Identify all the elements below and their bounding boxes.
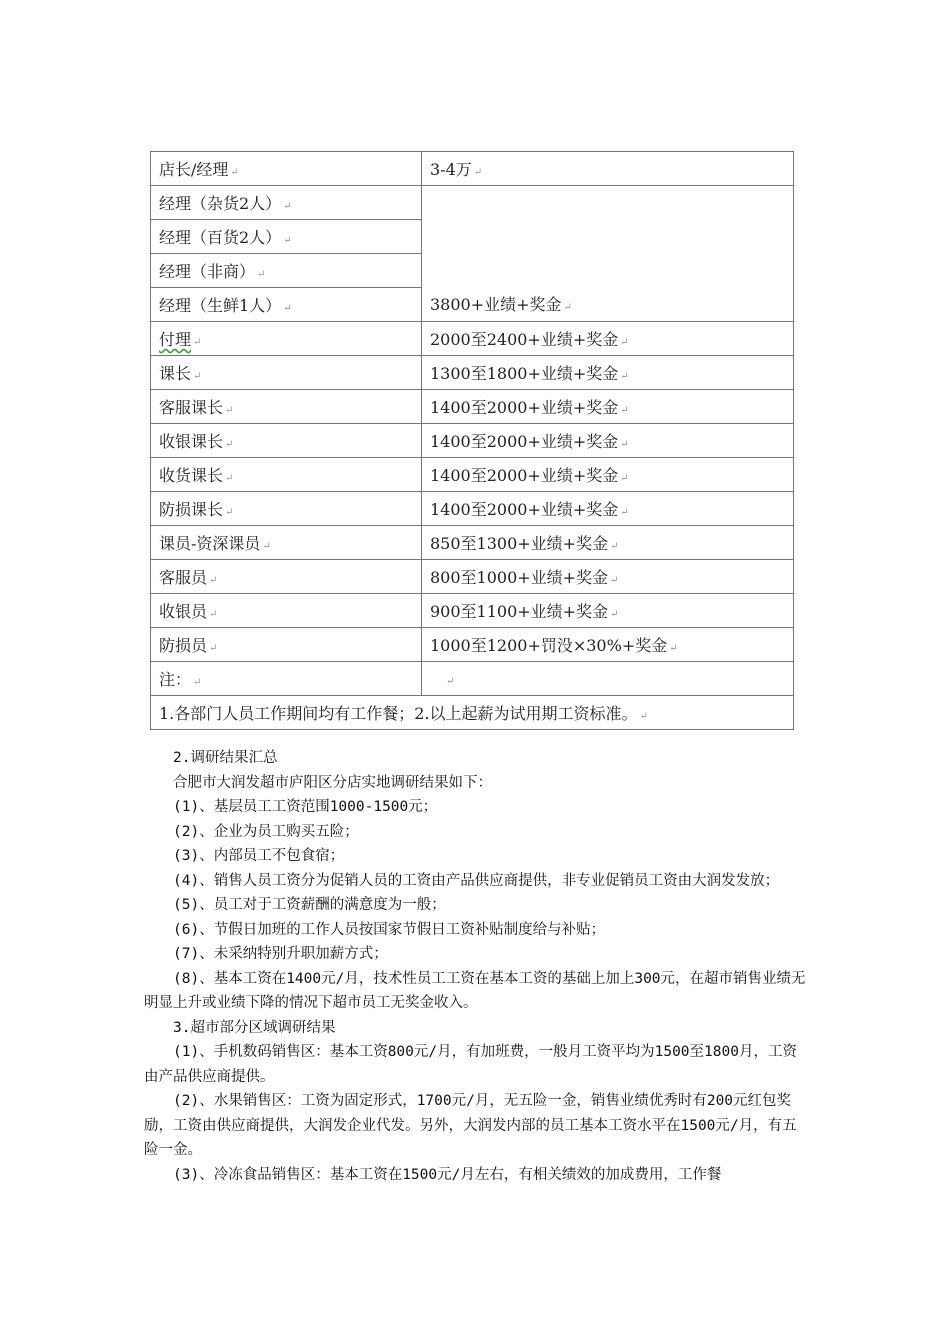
- table-row: [151, 356, 794, 390]
- list-item: (3)、内部员工不包食宿；: [173, 848, 345, 864]
- body-text: [144, 746, 808, 1187]
- role-cell: 课长 ↵: [151, 356, 422, 390]
- paragraph-mark: ↵: [257, 269, 266, 280]
- role-cell: 客服员 ↵: [151, 560, 422, 594]
- role-cell: 收货课长 ↵: [151, 458, 422, 492]
- paragraph-mark: ↵: [225, 405, 234, 416]
- table-row: [151, 594, 794, 628]
- paragraph-mark: ↵: [620, 507, 629, 518]
- table-note: 1.各部门人员工作期间均有工作餐；2.以上起薪为试用期工资标准。 ↵: [151, 696, 794, 730]
- paragraph-mark: ↵: [209, 575, 218, 586]
- role-cell: 收银课长 ↵: [151, 424, 422, 458]
- paragraph-mark: ↵: [620, 371, 629, 382]
- role-cell: 经理（百货2人） ↵: [151, 220, 422, 254]
- role-cell: 收银员 ↵: [151, 594, 422, 628]
- paragraph-mark: ↵: [283, 303, 292, 314]
- table-row: [151, 526, 794, 560]
- paragraph-mark: ↵: [225, 507, 234, 518]
- salary-cell: 900至1100+业绩+奖金 ↵: [422, 594, 794, 628]
- table-row: [151, 628, 794, 662]
- salary-cell: 1400至2000+业绩+奖金 ↵: [422, 492, 794, 526]
- paragraph-mark: ↵: [225, 473, 234, 484]
- paragraph-mark: ↵: [473, 167, 483, 178]
- table-row: [151, 662, 794, 696]
- role-cell: 防损课长 ↵: [151, 492, 422, 526]
- paragraph-mark: ↵: [193, 337, 202, 348]
- table-row: [151, 424, 794, 458]
- salary-cell: 800至1000+业绩+奖金 ↵: [422, 560, 794, 594]
- section-heading: 2.调研结果汇总: [173, 750, 278, 766]
- salary-cell-merged: 3800+业绩+奖金 ↵: [422, 186, 794, 322]
- paragraph-mark: ↵: [669, 643, 678, 654]
- paragraph-mark: ↵: [193, 371, 202, 382]
- salary-cell: 1400至2000+业绩+奖金 ↵: [422, 458, 794, 492]
- list-item: (7)、未采纳特别升职加薪方式；: [173, 946, 388, 962]
- list-item: (8)、基本工资在1400元/月，技术性员工工资在基本工资的基础上加上300元，在超市销售业绩无明显上升或业绩下降的情况下超市员工无奖金收入。: [144, 970, 806, 1011]
- table-row: [151, 560, 794, 594]
- list-item: (4)、销售人员工资分为促销人员的工资由产品供应商提供，非专业促销员工资由大润发发放；: [173, 872, 780, 889]
- list-item: (6)、节假日加班的工作人员按国家节假日工资补贴制度给与补贴；: [173, 921, 606, 938]
- role-cell: 防损员 ↵: [151, 628, 422, 662]
- paragraph-mark: ↵: [283, 235, 292, 246]
- salary-cell: 850至1300+业绩+奖金 ↵: [422, 526, 794, 560]
- role-cell: 付理 ↵: [151, 322, 422, 356]
- paragraph-mark: ↵: [610, 575, 619, 586]
- role-cell: 经理（杂货2人） ↵: [151, 186, 422, 220]
- list-item: (2)、企业为员工购买五险；: [173, 823, 359, 840]
- role-cell: 客服课长 ↵: [151, 390, 422, 424]
- role-cell: 课员-资深课员 ↵: [151, 526, 422, 560]
- salary-table: [150, 151, 794, 730]
- paragraph: 合肥市大润发超市庐阳区分店实地调研结果如下：: [173, 774, 492, 791]
- paragraph-mark: ↵: [209, 609, 218, 620]
- paragraph-mark: ↵: [610, 541, 619, 552]
- table-row: [151, 458, 794, 492]
- paragraph-mark: ↵: [446, 676, 455, 687]
- paragraph-mark: ↵: [230, 167, 239, 178]
- table-note-row: [151, 696, 794, 730]
- paragraph-mark: ↵: [610, 609, 619, 620]
- role-cell: 注： ↵: [151, 662, 422, 696]
- salary-cell: 1000至1200+罚没×30%+奖金 ↵: [422, 628, 794, 662]
- table-row: [151, 152, 794, 186]
- salary-cell: 1400至2000+业绩+奖金 ↵: [422, 424, 794, 458]
- list-item: (1)、手机数码销售区：基本工资800元/月，有加班费，一般月工资平均为1500至1800月，工资由产品供应商提供。: [144, 1044, 797, 1085]
- paragraph-mark: ↵: [563, 302, 572, 313]
- section-heading: 3.超市部分区域调研结果: [173, 1019, 336, 1036]
- paragraph-mark: ↵: [620, 473, 629, 484]
- table-row: [151, 492, 794, 526]
- list-item: (1)、基层员工工资范围1000-1500元；: [173, 799, 438, 815]
- paragraph-mark: ↵: [283, 201, 292, 212]
- role-cell: 店长/经理 ↵: [151, 152, 422, 186]
- paragraph-mark: ↵: [193, 677, 202, 688]
- paragraph-mark: ↵: [620, 405, 629, 416]
- salary-cell: 1300至1800+业绩+奖金 ↵: [422, 356, 794, 390]
- paragraph-mark: ↵: [262, 541, 271, 552]
- list-item: (5)、员工对于工资薪酬的满意度为一般；: [173, 897, 446, 913]
- paragraph-mark: ↵: [225, 439, 234, 450]
- salary-cell: [422, 662, 794, 696]
- paragraph-mark: ↵: [209, 643, 218, 654]
- table-row: [151, 390, 794, 424]
- role-cell: 经理（非商） ↵: [151, 254, 422, 288]
- salary-cell: 3-4万 ↵: [422, 152, 794, 186]
- paragraph-mark: ↵: [639, 711, 648, 722]
- list-item: (2)、水果销售区：工资为固定形式，1700元/月，无五险一金，销售业绩优秀时有200元红包奖励，工资由供应商提供，大润发企业代发。另外，大润发内部的员工基本工资水平在1500元/月，有五险一金。: [144, 1093, 797, 1158]
- paragraph-mark: ↵: [620, 439, 629, 450]
- salary-cell: 1400至2000+业绩+奖金 ↵: [422, 390, 794, 424]
- paragraph-mark: ↵: [620, 337, 629, 348]
- role-cell: 经理（生鲜1人） ↵: [151, 288, 422, 322]
- list-item: (3)、冷冻食品销售区：基本工资在1500元/月左右，有相关绩效的加成费用，工作餐: [173, 1166, 722, 1183]
- table-row: [151, 186, 794, 220]
- salary-cell: 2000至2400+业绩+奖金 ↵: [422, 322, 794, 356]
- table-row: [151, 322, 794, 356]
